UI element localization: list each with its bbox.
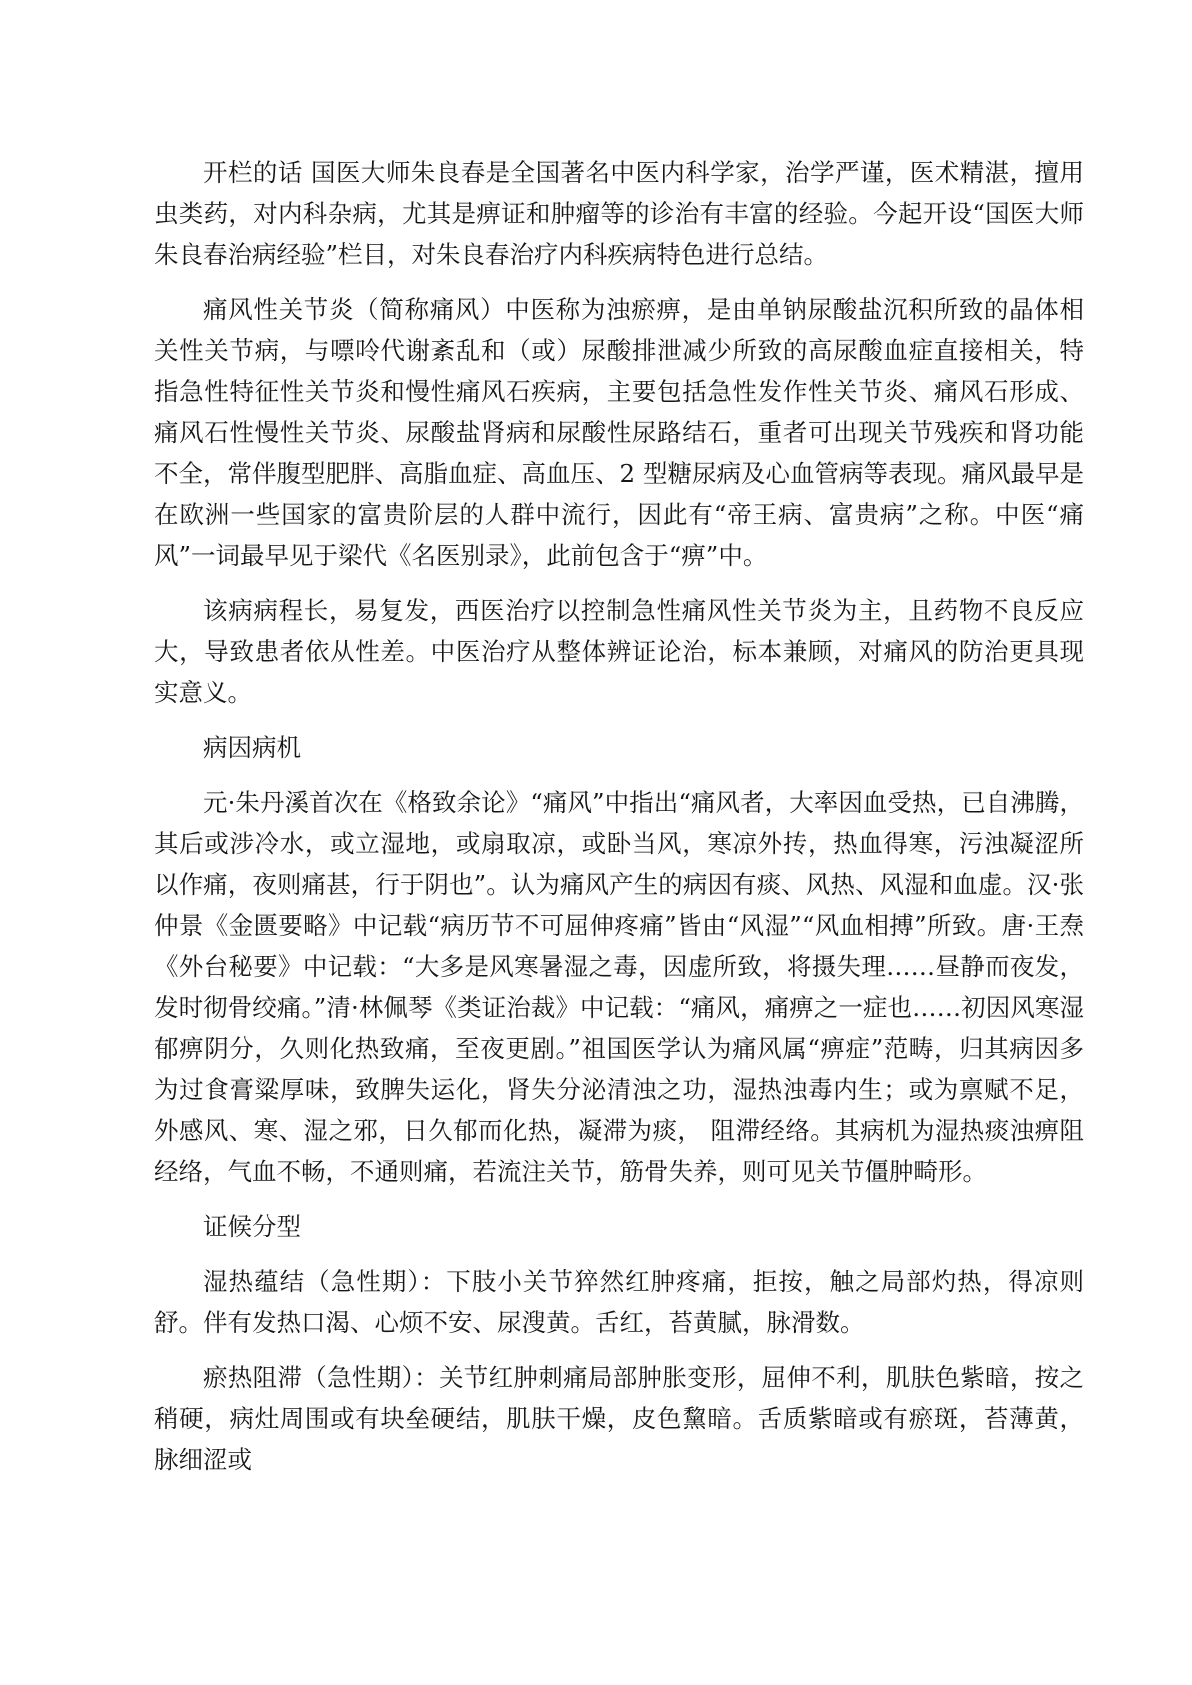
treatment-paragraph: 该病病程长，易复发，西医治疗以控制急性痛风性关节炎为主，且药物不良反应大，导致患者依从性差。中医治疗从整体辨证论治，标本兼顾，对痛风的防治更具现实意义。 — [154, 596, 1084, 707]
syndrome-paragraph-stasis-heat: 瘀热阻滞（急性期）：关节红肿刺痛局部肿胀变形，屈伸不利，肌肤色紫暗，按之稍硬，病灶周围或有块垒硬结，肌肤干燥，皮色黧暗。舌质紫暗或有瘀斑，苔薄黄，脉细涩或 — [154, 1363, 1084, 1474]
intro-paragraph: 痛风性关节炎（简称痛风）中医称为浊瘀痹，是由单钠尿酸盐沉积所致的晶体相关性关节病，与嘌呤代谢紊乱和（或）尿酸排泄减少所致的高尿酸血症直接相关，特指急性特征性关节炎和慢性痛风石疾病，主要包括急性发作性关节炎、痛风石形成、痛风石性慢性关节炎、尿酸盐肾病和尿酸性尿路结石，重者可出现关节残疾和肾功能不全，常伴腹型肥胖、高脂血症、高血压、2 型糖尿病及心血管病等表现。痛风最早是在欧洲一些国家的富贵阶层的人群中流行，因此有“帝王病、富贵病”之称。中医“痛风”一词最早见于梁代《名医别录》，此前包含于“痹”中。 — [154, 295, 1084, 570]
editor-note-paragraph: 开栏的话 国医大师朱良春是全国著名中医内科学家，治学严谨，医术精湛，擅用虫类药，对内科杂病，尤其是痹证和肿瘤等的诊治有丰富的经验。今起开设“国医大师朱良春治病经验”栏目，对朱良春治疗内科疾病特色进行总结。 — [154, 158, 1084, 269]
syndrome-paragraph-damp-heat: 湿热蕴结（急性期）：下肢小关节猝然红肿疼痛，拒按，触之局部灼热，得凉则舒。伴有发热口渴、心烦不安、尿溲黄。舌红，苔黄腻，脉滑数。 — [154, 1267, 1084, 1337]
document-body — [154, 152, 1084, 1494]
section-heading-syndromes: 证候分型 — [203, 1212, 301, 1241]
etiology-paragraph: 元·朱丹溪首次在《格致余论》“痛风”中指出“痛风者，大率因血受热，已自沸腾，其后或涉冷水，或立湿地，或扇取凉，或卧当风，寒凉外抟，热血得寒，污浊凝涩所以作痛，夜则痛甚，行于阴也”。认为痛风产生的病因有痰、风热、风湿和血虚。汉·张仲景《金匮要略》中记载“病历节不可屈伸疼痛”皆由“风湿”“风血相搏”所致。唐·王焘《外台秘要》中记载：“大多是风寒暑湿之毒，因虚所致，将摄失理……昼静而夜发，发时彻骨绞痛。”清·林佩琴《类证治裁》中记载：“痛风，痛痹之一症也……初因风寒湿郁痹阴分，久则化热致痛，至夜更剧。”祖国医学认为痛风属“痹症”范畴，归其病因多为过食膏粱厚味，致脾失运化，肾失分泌清浊之功，湿热浊毒内生；或为禀赋不足，外感风、寒、湿之邪，日久郁而化热，凝滞为痰， 阻滞经络。其病机为湿热痰浊痹阻经络，气血不畅，不通则痛，若流注关节，筋骨失养，则可见关节僵肿畸形。 — [154, 788, 1084, 1186]
section-heading-etiology: 病因病机 — [203, 733, 301, 762]
